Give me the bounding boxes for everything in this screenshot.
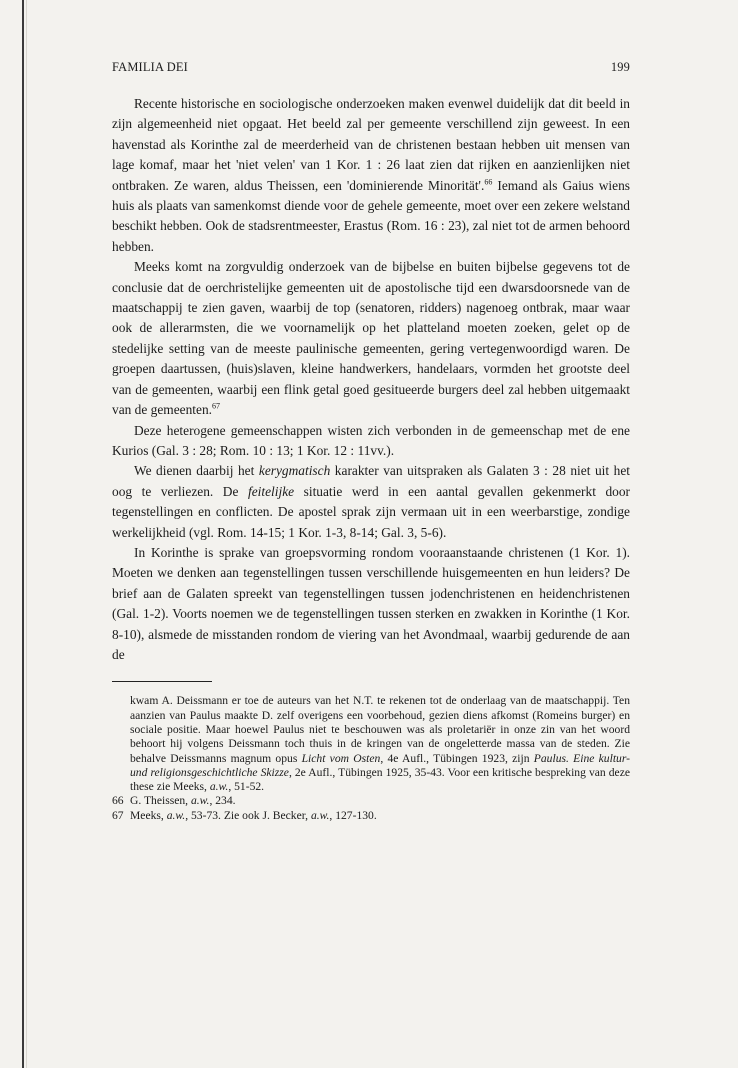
italic-text: Paulus. Eine kultur- und religionsgeschichtliche Skizze	[130, 751, 630, 779]
text-run: Iemand als Gaius wiens huis als plaats van samenkomst diende voor de gehele gemeente, moet over een zekere welstand beschikt hebben. Ook de stadsrentmeester, Erastus (Rom. 16 : 23), zal niet tot de armen behoord hebben.	[112, 177, 630, 254]
footnote-rule	[112, 681, 212, 682]
text-run: , 2e Aufl., Tübingen 1925, 35-43. Voor een kritische bespreking van deze these zie Meeks,	[130, 765, 630, 794]
book-page	[112, 60, 630, 823]
footnote-67	[112, 809, 630, 823]
paragraph	[112, 543, 630, 665]
text-run: Meeks,	[130, 808, 167, 822]
footnote-66	[112, 794, 630, 808]
text-run: kwam A. Deissmann er toe de auteurs van het N.T. te rekenen tot de onderlaag van de maatschappij. Ten aanzien van Paulus maakte D. zelf overigens een voorbehoud, gezien diens afkomst (Romeins burger) en sociale positie. Maar hoewel Paulus niet te beschouwen was als proletariër in onze zin van het woord behoort hij volgens Deissmann toch thuis in de kringen van de ongeletterde massa van de steden. Zie behalve Deissmanns magnum opus	[130, 694, 630, 765]
text-run: , 51-52.	[228, 780, 265, 794]
scan-binding-shadow	[26, 0, 27, 1068]
running-head	[112, 60, 630, 80]
paragraph	[112, 257, 630, 420]
text-run: We dienen daarbij het	[134, 463, 259, 479]
italic-text: a.w.	[166, 808, 186, 822]
italic-text: feitelijke	[247, 483, 295, 499]
paragraph	[112, 461, 630, 543]
paragraph	[112, 421, 630, 462]
italic-text: a.w.	[209, 780, 229, 794]
body-text	[112, 94, 630, 665]
text-run: Deze heterogene gemeenschappen wisten zich verbonden in de gemeenschap met de ene Kurios (Gal. 3 : 28; Rom. 10 : 13; 1 Kor. 12 : 11vv.).	[112, 422, 630, 458]
running-head-title: FAMILIA DEI	[112, 60, 188, 74]
text-run: In Korinthe is sprake van groepsvorming rondom vooraanstaande christenen (1 Kor. 1). Moeten we denken aan tegenstellingen tussen verschillende huisgemeenten en hun leiders? De brief aan de Galaten spreekt van tegenstellingen tussen jodenchristenen en heidenchristenen (Gal. 1-2). Voorts noemen we de tegenstellingen tussen sterken en zwakken in Korinthe (1 Kor. 8-10), alsmede de misstanden rondom de viering van het Avondmaal, waarbij gedurende de aan de	[112, 544, 630, 662]
text-run: Recente historische en sociologische onderzoeken maken evenwel duidelijk dat dit beeld in zijn algemeenheid niet opgaat. Het beeld zal per gemeente verschillend zijn geweest. In een havenstad als Korinthe zal de meerderheid van de christenen bestaan hebben uit mensen van lage komaf, maar het 'niet velen' van 1 Kor. 1 : 26 laat zien dat rijken en aanzienlijken niet ontbraken. Ze waren, aldus Theissen, een 'dominierende Minorität'.	[112, 96, 630, 193]
text-run: G. Theissen,	[130, 794, 191, 808]
footnote-text	[130, 809, 630, 823]
text-run: , 4e Aufl., Tübingen 1923, zijn	[380, 751, 534, 765]
scan-binding-edge	[22, 0, 24, 1068]
text-run: karakter van uitspraken als Galaten 3 : 28 niet uit het oog te verliezen. De	[112, 463, 630, 499]
italic-text: a.w.	[310, 808, 330, 822]
italic-text: Licht vom Osten	[301, 751, 381, 765]
footnotes	[112, 694, 630, 823]
page-number: 199	[610, 60, 630, 74]
footnote-ref: 66	[484, 177, 493, 187]
footnote-ref: 67	[212, 401, 221, 411]
footnote-number: 66	[112, 794, 124, 808]
footnote-continuation	[112, 694, 630, 794]
footnote-number: 67	[112, 808, 124, 822]
footnote-text	[130, 794, 630, 808]
italic-text: a.w.	[190, 794, 210, 808]
italic-text: kerygmatisch	[258, 463, 331, 479]
text-run: , 53-73. Zie ook J. Becker,	[185, 808, 311, 822]
text-run: , 234.	[209, 794, 236, 808]
paragraph	[112, 94, 630, 257]
text-run: situatie werd in een aantal gevallen gekenmerkt door tegenstellingen en conflicten. De apostel sprak zijn vermaan uit in een weerbarstige, zondige werkelijkheid (vgl. Rom. 14-15; 1 Kor. 1-3, 8-14; Gal. 3, 5-6).	[112, 483, 631, 540]
text-run: Meeks komt na zorgvuldig onderzoek van de bijbelse en buiten bijbelse gegevens tot de conclusie dat de oerchristelijke gemeenten uit de apostolische tijd een dwarsdoorsnede van de maatschappij te zien gaven, waarbij de top (senatoren, ridders) nagenoeg ontbrak, maar waar ook de allerarmsten, die we voornamelijk op het platteland moeten zoeken, gelet op de stedelijke setting van de meeste paulinische gemeenten, gering vertegenwoordigd waren. De groepen daartussen, (huis)slaven, kleine handwerkers, handelaars, vormden het grootste deel van de gemeenten, waarbij een flink getal goed gesitueerde burgers deel zal hebben uitgemaakt van de gemeenten.	[112, 259, 630, 418]
text-run: , 127-130.	[329, 808, 377, 822]
